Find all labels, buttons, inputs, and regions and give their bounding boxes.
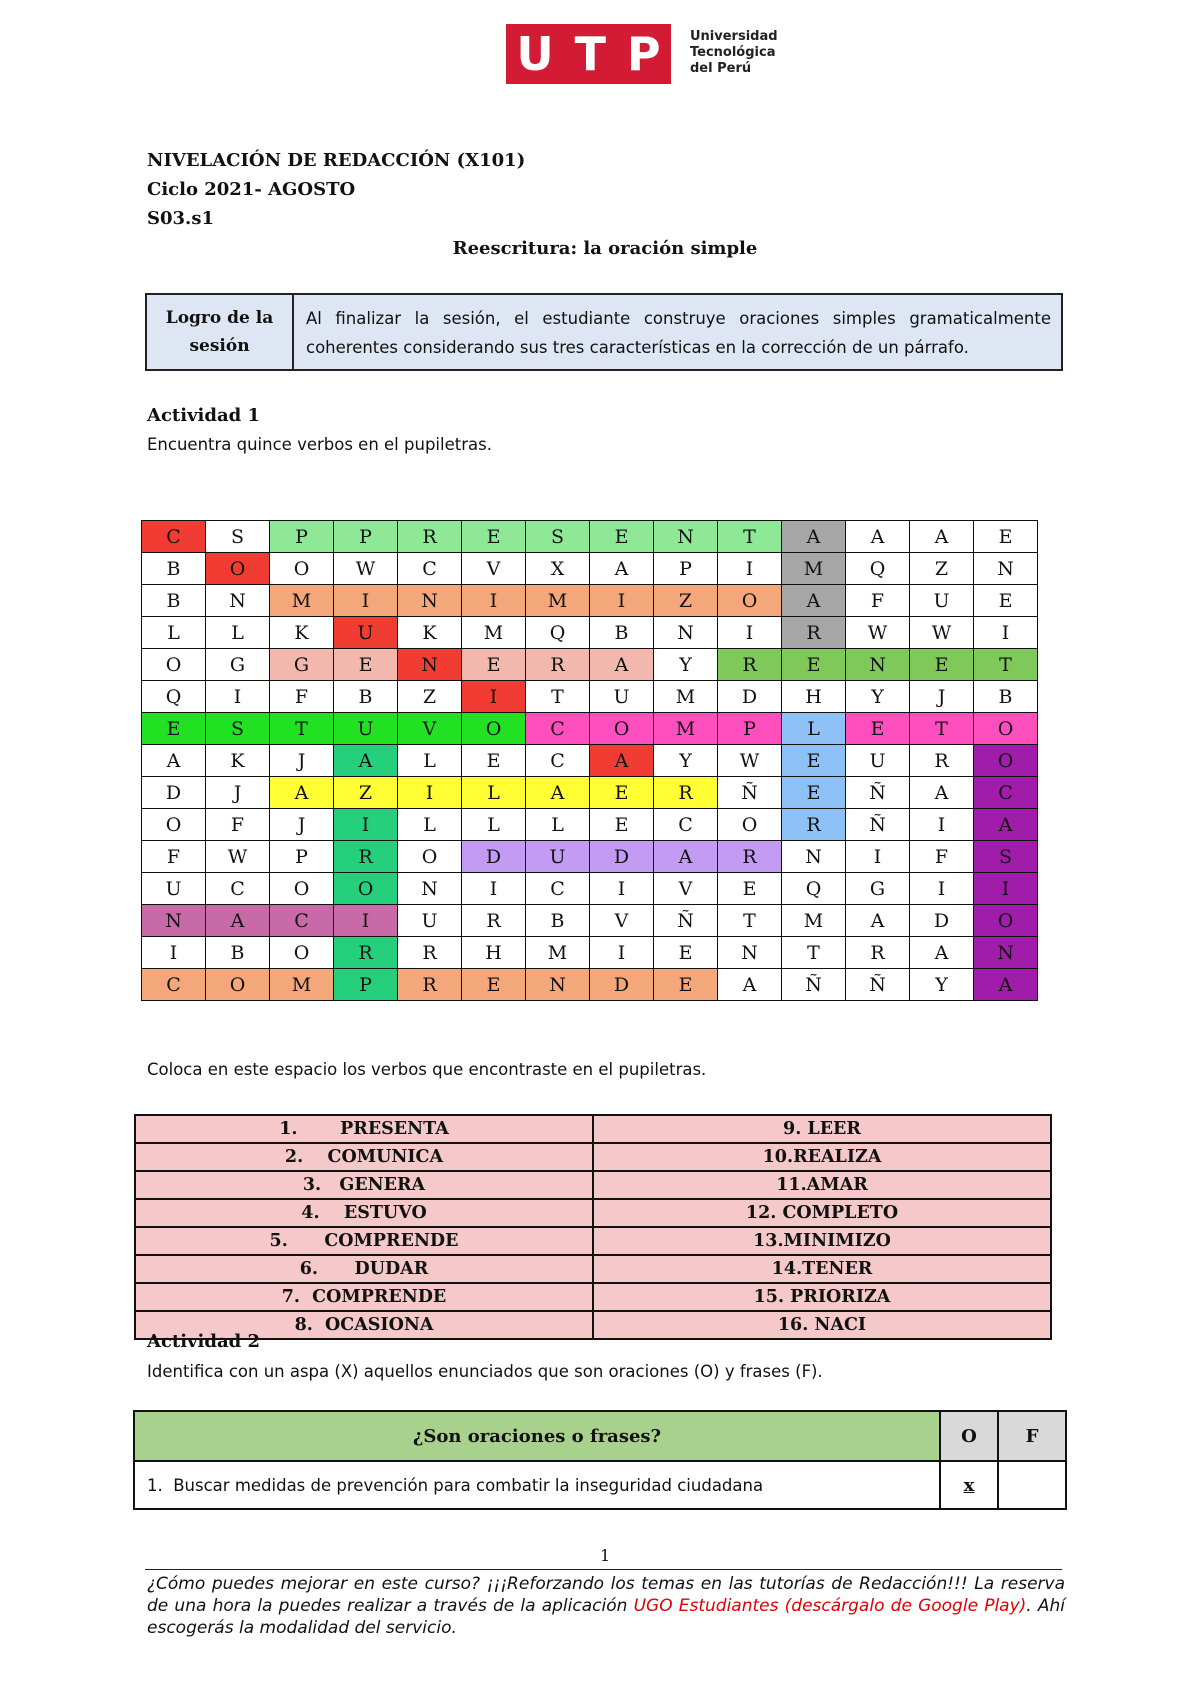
grid-cell[interactable]: I bbox=[910, 809, 974, 841]
session-goal-text: Al finalizar la sesión, el estudiante construye oraciones simples gramaticalmente coherentes considerando sus tres características en la corrección de un párrafo. bbox=[306, 309, 1051, 357]
grid-cell[interactable]: I bbox=[334, 585, 398, 617]
course-title: NIVELACIÓN DE REDACCIÓN (X101) bbox=[147, 150, 526, 171]
grid-cell[interactable]: D bbox=[590, 969, 654, 1001]
grid-cell[interactable]: U bbox=[590, 681, 654, 713]
grid-cell[interactable]: A bbox=[910, 521, 974, 553]
grid-cell[interactable]: O bbox=[590, 713, 654, 745]
grid-cell[interactable]: N bbox=[718, 937, 782, 969]
grid-cell[interactable]: T bbox=[270, 713, 334, 745]
grid-cell[interactable]: L bbox=[206, 617, 270, 649]
grid-cell[interactable]: Ñ bbox=[718, 777, 782, 809]
grid-cell[interactable]: N bbox=[782, 841, 846, 873]
footer-note bbox=[147, 1573, 1065, 1639]
grid-cell[interactable]: R bbox=[398, 969, 462, 1001]
grid-cell[interactable]: A bbox=[654, 841, 718, 873]
grid-cell[interactable]: P bbox=[334, 969, 398, 1001]
grid-cell[interactable]: I bbox=[590, 873, 654, 905]
word-search-grid bbox=[141, 520, 1038, 1001]
grid-cell[interactable]: B bbox=[334, 681, 398, 713]
grid-cell[interactable]: A bbox=[846, 521, 910, 553]
found-verbs-instruction: Coloca en este espacio los verbos que encontraste en el pupiletras. bbox=[147, 1060, 707, 1079]
grid-cell[interactable]: B bbox=[142, 585, 206, 617]
logo-letters bbox=[506, 24, 671, 84]
column-o-header: O bbox=[940, 1411, 998, 1461]
grid-cell[interactable]: A bbox=[974, 809, 1038, 841]
grid-cell[interactable]: R bbox=[334, 937, 398, 969]
grid-cell[interactable]: E bbox=[142, 713, 206, 745]
grid-cell[interactable]: Q bbox=[782, 873, 846, 905]
grid-cell[interactable]: C bbox=[526, 713, 590, 745]
grid-cell[interactable]: E bbox=[654, 969, 718, 1001]
mark-f-cell[interactable] bbox=[998, 1461, 1066, 1509]
grid-cell[interactable]: Ñ bbox=[782, 969, 846, 1001]
activity2-instruction: Identifica con un aspa (X) aquellos enunciados que son oraciones (O) y frases (F). bbox=[147, 1362, 823, 1381]
grid-cell[interactable]: A bbox=[526, 777, 590, 809]
grid-cell[interactable]: M bbox=[654, 713, 718, 745]
grid-cell[interactable]: Y bbox=[654, 745, 718, 777]
logo-letter: P bbox=[626, 27, 661, 81]
cycle-label: Ciclo 2021- AGOSTO bbox=[147, 179, 356, 200]
grid-cell[interactable]: T bbox=[718, 521, 782, 553]
column-f-header: F bbox=[998, 1411, 1066, 1461]
grid-cell[interactable]: Y bbox=[654, 649, 718, 681]
grid-cell[interactable]: S bbox=[526, 521, 590, 553]
grid-cell[interactable]: E bbox=[462, 521, 526, 553]
grid-cell[interactable]: Z bbox=[910, 553, 974, 585]
grid-cell[interactable]: O bbox=[206, 553, 270, 585]
found-verbs-table bbox=[134, 1114, 1052, 1340]
grid-cell[interactable]: R bbox=[718, 841, 782, 873]
utp-logo bbox=[506, 24, 778, 84]
grid-cell[interactable]: R bbox=[654, 777, 718, 809]
verb-cell: 8. OCASIONA bbox=[135, 1311, 593, 1339]
grid-cell[interactable]: U bbox=[526, 841, 590, 873]
grid-cell[interactable]: R bbox=[526, 649, 590, 681]
grid-cell[interactable]: E bbox=[462, 969, 526, 1001]
grid-cell[interactable]: M bbox=[270, 969, 334, 1001]
grid-cell[interactable]: I bbox=[462, 873, 526, 905]
grid-cell[interactable]: U bbox=[334, 713, 398, 745]
grid-cell[interactable]: O bbox=[142, 649, 206, 681]
table-row bbox=[135, 1115, 1051, 1143]
footer-text: ¿Cómo puedes mejorar en este curso? ¡¡¡Reforzando los temas en las tutorías de Redacción!!! La reserva de una hora la puedes realizar a través de la aplicación bbox=[147, 1574, 1065, 1616]
grid-cell[interactable]: R bbox=[846, 937, 910, 969]
grid-cell[interactable]: A bbox=[590, 745, 654, 777]
verb-cell: 12. COMPLETO bbox=[593, 1199, 1051, 1227]
grid-cell[interactable]: O bbox=[974, 745, 1038, 777]
grid-cell[interactable]: N bbox=[398, 873, 462, 905]
grid-cell[interactable]: C bbox=[142, 969, 206, 1001]
logo-line: Universidad bbox=[690, 29, 778, 44]
grid-cell[interactable]: G bbox=[270, 649, 334, 681]
grid-cell[interactable]: C bbox=[974, 777, 1038, 809]
grid-cell[interactable]: E bbox=[910, 649, 974, 681]
grid-cell[interactable]: O bbox=[270, 553, 334, 585]
grid-cell[interactable]: N bbox=[142, 905, 206, 937]
grid-cell[interactable]: E bbox=[846, 713, 910, 745]
grid-cell[interactable]: E bbox=[590, 777, 654, 809]
grid-cell[interactable]: Q bbox=[142, 681, 206, 713]
footer-app-link[interactable]: UGO Estudiantes (descárgalo de Google Play) bbox=[633, 1596, 1027, 1616]
grid-cell[interactable]: P bbox=[334, 521, 398, 553]
grid-cell[interactable]: F bbox=[142, 841, 206, 873]
grid-cell[interactable]: J bbox=[206, 777, 270, 809]
grid-cell[interactable]: N bbox=[974, 553, 1038, 585]
grid-cell[interactable]: E bbox=[462, 745, 526, 777]
grid-cell[interactable]: J bbox=[270, 809, 334, 841]
footer-divider bbox=[145, 1569, 1062, 1570]
logo-line: Tecnológica bbox=[690, 45, 776, 60]
grid-cell[interactable]: A bbox=[910, 777, 974, 809]
grid-cell[interactable]: C bbox=[206, 873, 270, 905]
mark-o-cell[interactable]: x bbox=[940, 1461, 998, 1509]
grid-cell[interactable]: T bbox=[718, 905, 782, 937]
grid-cell[interactable]: O bbox=[398, 841, 462, 873]
verb-cell: 1. PRESENTA bbox=[135, 1115, 593, 1143]
grid-row bbox=[142, 681, 1038, 713]
grid-row bbox=[142, 521, 1038, 553]
verb-cell: 4. ESTUVO bbox=[135, 1199, 593, 1227]
grid-cell[interactable]: N bbox=[974, 937, 1038, 969]
activity1-instruction: Encuentra quince verbos en el pupiletras. bbox=[147, 435, 492, 454]
grid-cell[interactable]: I bbox=[974, 617, 1038, 649]
grid-cell[interactable]: J bbox=[910, 681, 974, 713]
grid-cell[interactable]: T bbox=[526, 681, 590, 713]
grid-cell[interactable]: I bbox=[334, 809, 398, 841]
grid-cell[interactable]: S bbox=[974, 841, 1038, 873]
grid-cell[interactable]: V bbox=[462, 553, 526, 585]
grid-cell[interactable]: M bbox=[526, 937, 590, 969]
grid-cell[interactable]: L bbox=[462, 809, 526, 841]
grid-cell[interactable]: E bbox=[334, 649, 398, 681]
grid-row bbox=[142, 649, 1038, 681]
grid-cell[interactable]: E bbox=[654, 937, 718, 969]
sentences-table bbox=[133, 1410, 1067, 1510]
table-row bbox=[135, 1283, 1051, 1311]
grid-cell[interactable]: D bbox=[462, 841, 526, 873]
grid-cell[interactable]: B bbox=[590, 617, 654, 649]
page-subtitle: Reescritura: la oración simple bbox=[452, 238, 758, 259]
logo-letter: T bbox=[574, 27, 607, 81]
grid-cell[interactable]: E bbox=[782, 777, 846, 809]
grid-cell[interactable]: M bbox=[270, 585, 334, 617]
verb-cell: 9. LEER bbox=[593, 1115, 1051, 1143]
grid-cell[interactable]: F bbox=[206, 809, 270, 841]
grid-cell[interactable]: A bbox=[782, 521, 846, 553]
grid-cell[interactable]: E bbox=[782, 745, 846, 777]
grid-cell[interactable]: D bbox=[910, 905, 974, 937]
grid-cell[interactable]: C bbox=[526, 873, 590, 905]
grid-cell[interactable]: Ñ bbox=[846, 809, 910, 841]
grid-cell[interactable]: I bbox=[846, 841, 910, 873]
grid-cell[interactable]: H bbox=[462, 937, 526, 969]
grid-cell[interactable]: L bbox=[398, 809, 462, 841]
grid-cell[interactable]: C bbox=[526, 745, 590, 777]
logo-letter: U bbox=[516, 27, 554, 81]
grid-cell[interactable]: O bbox=[974, 905, 1038, 937]
grid-cell[interactable]: R bbox=[462, 905, 526, 937]
grid-cell[interactable]: B bbox=[526, 905, 590, 937]
grid-cell[interactable]: E bbox=[590, 521, 654, 553]
grid-cell[interactable]: I bbox=[462, 681, 526, 713]
grid-cell[interactable]: E bbox=[974, 585, 1038, 617]
grid-cell[interactable]: R bbox=[782, 617, 846, 649]
grid-cell[interactable]: V bbox=[654, 873, 718, 905]
grid-cell[interactable]: N bbox=[654, 617, 718, 649]
grid-row bbox=[142, 713, 1038, 745]
grid-cell[interactable]: U bbox=[334, 617, 398, 649]
grid-cell[interactable]: A bbox=[846, 905, 910, 937]
grid-cell[interactable]: N bbox=[206, 585, 270, 617]
grid-cell[interactable]: R bbox=[718, 649, 782, 681]
table-row bbox=[135, 1311, 1051, 1339]
grid-cell[interactable]: I bbox=[718, 553, 782, 585]
grid-cell[interactable]: L bbox=[462, 777, 526, 809]
session-goal-box bbox=[145, 293, 1063, 371]
grid-cell[interactable]: C bbox=[270, 905, 334, 937]
grid-cell[interactable]: M bbox=[782, 905, 846, 937]
grid-cell[interactable]: D bbox=[142, 777, 206, 809]
grid-cell[interactable]: A bbox=[334, 745, 398, 777]
grid-cell[interactable]: N bbox=[654, 521, 718, 553]
verb-cell: 5. COMPRENDE bbox=[135, 1227, 593, 1255]
grid-cell[interactable]: O bbox=[974, 713, 1038, 745]
grid-cell[interactable]: H bbox=[782, 681, 846, 713]
grid-row bbox=[142, 585, 1038, 617]
grid-cell[interactable]: I bbox=[590, 937, 654, 969]
grid-cell[interactable]: L bbox=[142, 617, 206, 649]
grid-cell[interactable]: G bbox=[846, 873, 910, 905]
grid-cell[interactable]: O bbox=[142, 809, 206, 841]
grid-cell[interactable]: F bbox=[270, 681, 334, 713]
grid-cell[interactable]: E bbox=[974, 521, 1038, 553]
session-goal-label: Logro de la sesión bbox=[147, 295, 294, 369]
grid-cell[interactable]: M bbox=[654, 681, 718, 713]
grid-cell[interactable]: R bbox=[910, 745, 974, 777]
grid-cell[interactable]: F bbox=[846, 585, 910, 617]
grid-cell[interactable]: V bbox=[398, 713, 462, 745]
grid-cell[interactable]: N bbox=[526, 969, 590, 1001]
grid-cell[interactable]: O bbox=[206, 969, 270, 1001]
grid-cell[interactable]: Y bbox=[846, 681, 910, 713]
grid-cell[interactable]: O bbox=[718, 585, 782, 617]
footer-text-end: . Ahí escogerás la modalidad del servicio. bbox=[147, 1596, 1066, 1638]
grid-row bbox=[142, 905, 1038, 937]
sentence-text: 1. Buscar medidas de prevención para combatir la inseguridad ciudadana bbox=[134, 1461, 940, 1509]
grid-cell[interactable]: O bbox=[334, 873, 398, 905]
grid-cell[interactable]: P bbox=[270, 521, 334, 553]
grid-cell[interactable]: U bbox=[142, 873, 206, 905]
grid-row bbox=[142, 841, 1038, 873]
grid-cell[interactable]: A bbox=[718, 969, 782, 1001]
verb-cell: 13.MINIMIZO bbox=[593, 1227, 1051, 1255]
grid-cell[interactable]: Z bbox=[334, 777, 398, 809]
grid-row bbox=[142, 809, 1038, 841]
grid-cell[interactable]: O bbox=[462, 713, 526, 745]
grid-cell[interactable]: Ñ bbox=[846, 969, 910, 1001]
table-row bbox=[135, 1143, 1051, 1171]
grid-cell[interactable]: A bbox=[590, 649, 654, 681]
grid-cell[interactable]: P bbox=[718, 713, 782, 745]
verb-cell: 15. PRIORIZA bbox=[593, 1283, 1051, 1311]
grid-cell[interactable]: I bbox=[910, 873, 974, 905]
grid-cell[interactable]: A bbox=[910, 937, 974, 969]
grid-cell[interactable]: I bbox=[590, 585, 654, 617]
grid-cell[interactable]: A bbox=[590, 553, 654, 585]
grid-cell[interactable]: M bbox=[526, 585, 590, 617]
grid-cell[interactable]: B bbox=[206, 937, 270, 969]
grid-cell[interactable]: C bbox=[398, 553, 462, 585]
grid-cell[interactable]: C bbox=[142, 521, 206, 553]
grid-cell[interactable]: P bbox=[270, 841, 334, 873]
table-row bbox=[135, 1255, 1051, 1283]
table-row bbox=[135, 1227, 1051, 1255]
grid-cell[interactable]: K bbox=[270, 617, 334, 649]
grid-cell[interactable]: O bbox=[270, 873, 334, 905]
grid-cell[interactable]: I bbox=[334, 905, 398, 937]
verb-cell: 6. DUDAR bbox=[135, 1255, 593, 1283]
grid-cell[interactable]: S bbox=[206, 713, 270, 745]
activity2-title: Actividad 2 bbox=[147, 1331, 261, 1352]
grid-cell[interactable]: W bbox=[910, 617, 974, 649]
grid-cell[interactable]: W bbox=[206, 841, 270, 873]
page-number: 1 bbox=[600, 1546, 611, 1565]
grid-cell[interactable]: A bbox=[142, 745, 206, 777]
grid-cell[interactable]: A bbox=[270, 777, 334, 809]
grid-cell[interactable]: B bbox=[974, 681, 1038, 713]
grid-cell[interactable]: S bbox=[206, 521, 270, 553]
verb-cell: 14.TENER bbox=[593, 1255, 1051, 1283]
grid-cell[interactable]: I bbox=[462, 585, 526, 617]
session-code: S03.s1 bbox=[147, 208, 214, 229]
grid-cell[interactable]: T bbox=[910, 713, 974, 745]
grid-cell[interactable]: Y bbox=[910, 969, 974, 1001]
grid-row bbox=[142, 873, 1038, 905]
grid-cell[interactable]: X bbox=[526, 553, 590, 585]
grid-cell[interactable]: Z bbox=[398, 681, 462, 713]
verb-cell: 10.REALIZA bbox=[593, 1143, 1051, 1171]
grid-cell[interactable]: R bbox=[334, 841, 398, 873]
grid-cell[interactable]: I bbox=[398, 777, 462, 809]
grid-cell[interactable]: E bbox=[590, 809, 654, 841]
grid-cell[interactable]: C bbox=[654, 809, 718, 841]
grid-cell[interactable]: E bbox=[718, 873, 782, 905]
grid-cell[interactable]: N bbox=[398, 585, 462, 617]
grid-cell[interactable]: I bbox=[974, 873, 1038, 905]
grid-cell[interactable]: M bbox=[782, 553, 846, 585]
grid-cell[interactable]: Q bbox=[846, 553, 910, 585]
grid-cell[interactable]: U bbox=[910, 585, 974, 617]
grid-cell[interactable]: L bbox=[398, 745, 462, 777]
verb-cell: 11.AMAR bbox=[593, 1171, 1051, 1199]
grid-cell[interactable]: D bbox=[590, 841, 654, 873]
grid-cell[interactable]: R bbox=[782, 809, 846, 841]
grid-cell[interactable]: U bbox=[398, 905, 462, 937]
grid-cell[interactable]: K bbox=[398, 617, 462, 649]
grid-cell[interactable]: G bbox=[206, 649, 270, 681]
sentences-header: ¿Son oraciones o frases? bbox=[134, 1411, 940, 1461]
grid-cell[interactable]: T bbox=[782, 937, 846, 969]
grid-cell[interactable]: B bbox=[142, 553, 206, 585]
verb-cell: 2. COMUNICA bbox=[135, 1143, 593, 1171]
grid-cell[interactable]: A bbox=[974, 969, 1038, 1001]
grid-cell[interactable]: D bbox=[718, 681, 782, 713]
grid-cell[interactable]: L bbox=[782, 713, 846, 745]
grid-cell[interactable]: Q bbox=[526, 617, 590, 649]
grid-cell[interactable]: U bbox=[846, 745, 910, 777]
grid-cell[interactable]: M bbox=[462, 617, 526, 649]
grid-cell[interactable]: W bbox=[334, 553, 398, 585]
grid-cell[interactable]: E bbox=[462, 649, 526, 681]
verb-cell: 16. NACI bbox=[593, 1311, 1051, 1339]
grid-row bbox=[142, 777, 1038, 809]
grid-cell[interactable]: I bbox=[718, 617, 782, 649]
logo-university-name bbox=[690, 29, 778, 77]
grid-row bbox=[142, 969, 1038, 1001]
grid-cell[interactable]: N bbox=[846, 649, 910, 681]
grid-cell[interactable]: J bbox=[270, 745, 334, 777]
grid-row bbox=[142, 553, 1038, 585]
grid-row bbox=[142, 745, 1038, 777]
grid-cell[interactable]: E bbox=[782, 649, 846, 681]
grid-cell[interactable]: W bbox=[846, 617, 910, 649]
grid-cell[interactable]: Z bbox=[654, 585, 718, 617]
grid-cell[interactable]: F bbox=[910, 841, 974, 873]
verb-cell: 3. GENERA bbox=[135, 1171, 593, 1199]
grid-cell[interactable]: I bbox=[206, 681, 270, 713]
sentences-table-header bbox=[134, 1411, 1066, 1461]
grid-row bbox=[142, 937, 1038, 969]
grid-cell[interactable]: A bbox=[782, 585, 846, 617]
table-row bbox=[135, 1171, 1051, 1199]
logo-line: del Perú bbox=[690, 61, 752, 76]
grid-cell[interactable]: Ñ bbox=[846, 777, 910, 809]
grid-row bbox=[142, 617, 1038, 649]
grid-cell[interactable]: I bbox=[142, 937, 206, 969]
grid-cell[interactable]: P bbox=[654, 553, 718, 585]
grid-cell[interactable]: W bbox=[718, 745, 782, 777]
grid-cell[interactable]: O bbox=[718, 809, 782, 841]
grid-cell[interactable]: O bbox=[270, 937, 334, 969]
grid-cell[interactable]: L bbox=[526, 809, 590, 841]
verb-cell: 7. COMPRENDE bbox=[135, 1283, 593, 1311]
table-row bbox=[134, 1461, 1066, 1509]
grid-cell[interactable]: Ñ bbox=[654, 905, 718, 937]
grid-cell[interactable]: K bbox=[206, 745, 270, 777]
activity1-title: Actividad 1 bbox=[147, 405, 261, 426]
grid-cell[interactable]: R bbox=[398, 521, 462, 553]
grid-cell[interactable]: R bbox=[398, 937, 462, 969]
grid-cell[interactable]: N bbox=[398, 649, 462, 681]
grid-cell[interactable]: T bbox=[974, 649, 1038, 681]
table-row bbox=[135, 1199, 1051, 1227]
grid-cell[interactable]: A bbox=[206, 905, 270, 937]
grid-cell[interactable]: V bbox=[590, 905, 654, 937]
